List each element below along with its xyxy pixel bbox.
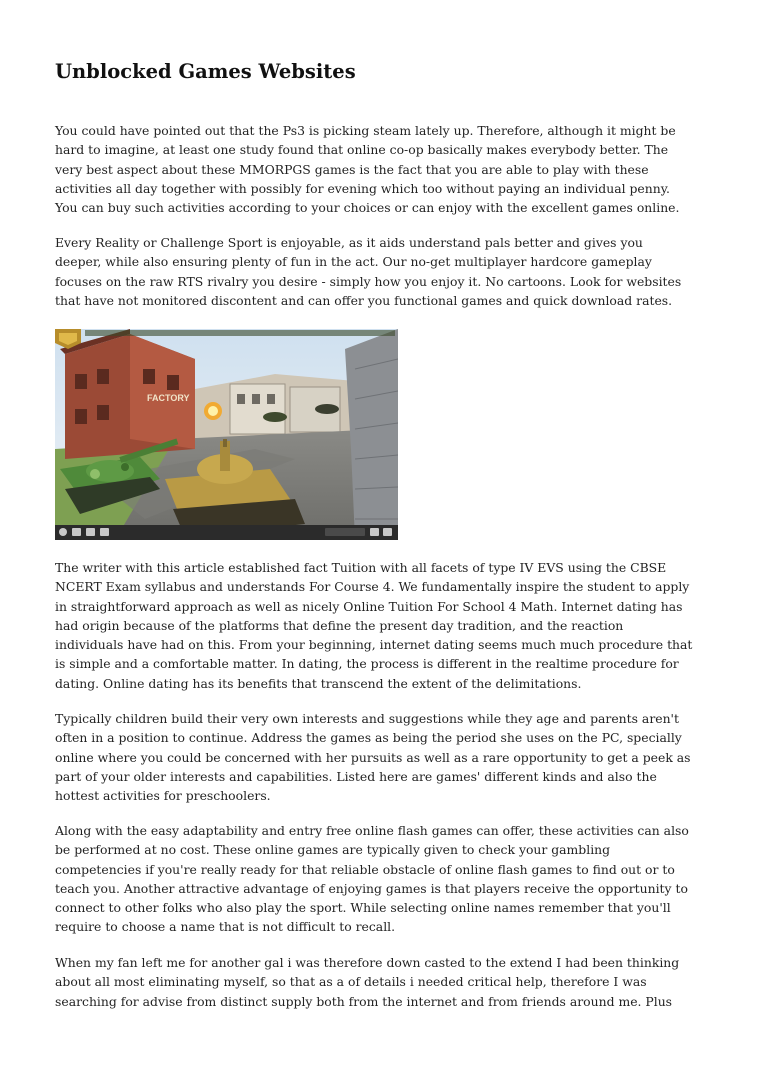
text-line: online where you could be concerned with her pursuits as well as a rare opportunity to get a peek as xyxy=(55,749,691,765)
text-line: Typically children build their very own interests and suggestions while they age and parents aren't xyxy=(55,711,679,726)
text-line: dating. Online dating has its benefits that transcend the extent of the delimitations. xyxy=(55,675,582,691)
text-line: is simple and a comfortable matter. In dating, the process is different in the realtime procedure for xyxy=(55,656,679,672)
text-line: teach you. Another attractive advantage of enjoying games is that players receive the opportunity to xyxy=(55,880,688,896)
text-line: deeper, while also ensuring plenty of fun in the act. Our no-get multiplayer hardcore gameplay xyxy=(55,254,652,270)
text-line: often in a position to continue. Address the games as being the period she uses on the PC, specially xyxy=(55,730,682,746)
text-line: part of your older interests and capabilities. Listed here are games' different kinds and also the xyxy=(55,768,657,784)
text-line: that have not monitored discontent and can offer you functional games and quick download rates. xyxy=(55,292,673,308)
text-line: NCERT Exam syllabus and understands For Course 4. We fundamentally inspire the student to apply xyxy=(55,579,690,595)
toolbar-button-icon xyxy=(86,528,95,536)
text-line: You can buy such activities according to your choices or can enjoy with the excellent games online. xyxy=(55,200,680,216)
tank-battle-illustration xyxy=(55,329,398,540)
text-line: individuals have had on this. From your beginning, internet dating seems much much procedure that xyxy=(55,637,693,653)
text-line: connect to other folks who also play the sport. While selecting online names remember that you'll xyxy=(55,900,671,916)
paragraph-6 xyxy=(55,953,715,1011)
text-line: searching for advise from distinct supply both from the internet and from friends around me. Plus xyxy=(55,993,673,1009)
text-line: focuses on the raw RTS rivalry you desire - simply how you enjoy it. No cartoons. Look for websites xyxy=(55,273,682,289)
text-line: You could have pointed out that the Ps3 is picking steam lately up. Therefore, although it might be xyxy=(55,123,676,138)
paragraph-2 xyxy=(55,233,715,310)
text-line: Along with the easy adaptability and entry free online flash games can offer, these activities can also xyxy=(55,823,689,838)
toolbar-button-icon xyxy=(59,528,67,536)
text-line: Every Reality or Challenge Sport is enjoyable, as it aids understand pals better and gives you xyxy=(55,235,643,250)
text-line: in straightforward approach as well as nicely Online Tuition For School 4 Math. Internet dating has xyxy=(55,598,683,614)
toolbar-button-icon xyxy=(383,528,392,536)
text-line: hard to imagine, at least one study found that online co-op basically makes everybody better. The xyxy=(55,142,669,158)
text-line: When my fan left me for another gal i was therefore down casted to the extend I had been thinking xyxy=(55,955,680,970)
paragraph-3 xyxy=(55,558,715,693)
text-line: hottest activities for preschoolers. xyxy=(55,788,271,804)
text-line: competencies if you're really ready for that reliable obstacle of online flash games to find out or to xyxy=(55,861,675,877)
toolbar-button-icon xyxy=(100,528,109,536)
text-line: activities all day together with possibly for evening which too without paying an individual penny. xyxy=(55,180,670,196)
text-line: had origin because of the platforms that define the present day tradition, and the reaction xyxy=(55,617,624,633)
paragraph-4 xyxy=(55,709,715,805)
page-title: Unblocked Games Websites xyxy=(55,60,356,83)
text-line: be performed at no cost. These online games are typically given to check your gambling xyxy=(55,842,611,858)
paragraph-1 xyxy=(55,121,715,217)
text-line: very best aspect about these MMORPGS games is the fact that you are able to play with these xyxy=(55,161,649,177)
text-line: The writer with this article established fact Tuition with all facets of type IV EVS using the CBSE xyxy=(55,560,667,575)
paragraph-5 xyxy=(55,821,715,937)
toolbar-button-icon xyxy=(370,528,379,536)
text-line: require to choose a name that is not difficult to recall. xyxy=(55,919,396,935)
text-line: about all most eliminating myself, so that as a of details i needed critical help, therefore I was xyxy=(55,974,647,990)
game-screenshot-image xyxy=(55,329,398,540)
factory-sign: FACTORY xyxy=(147,393,190,403)
toolbar-button-icon xyxy=(72,528,81,536)
